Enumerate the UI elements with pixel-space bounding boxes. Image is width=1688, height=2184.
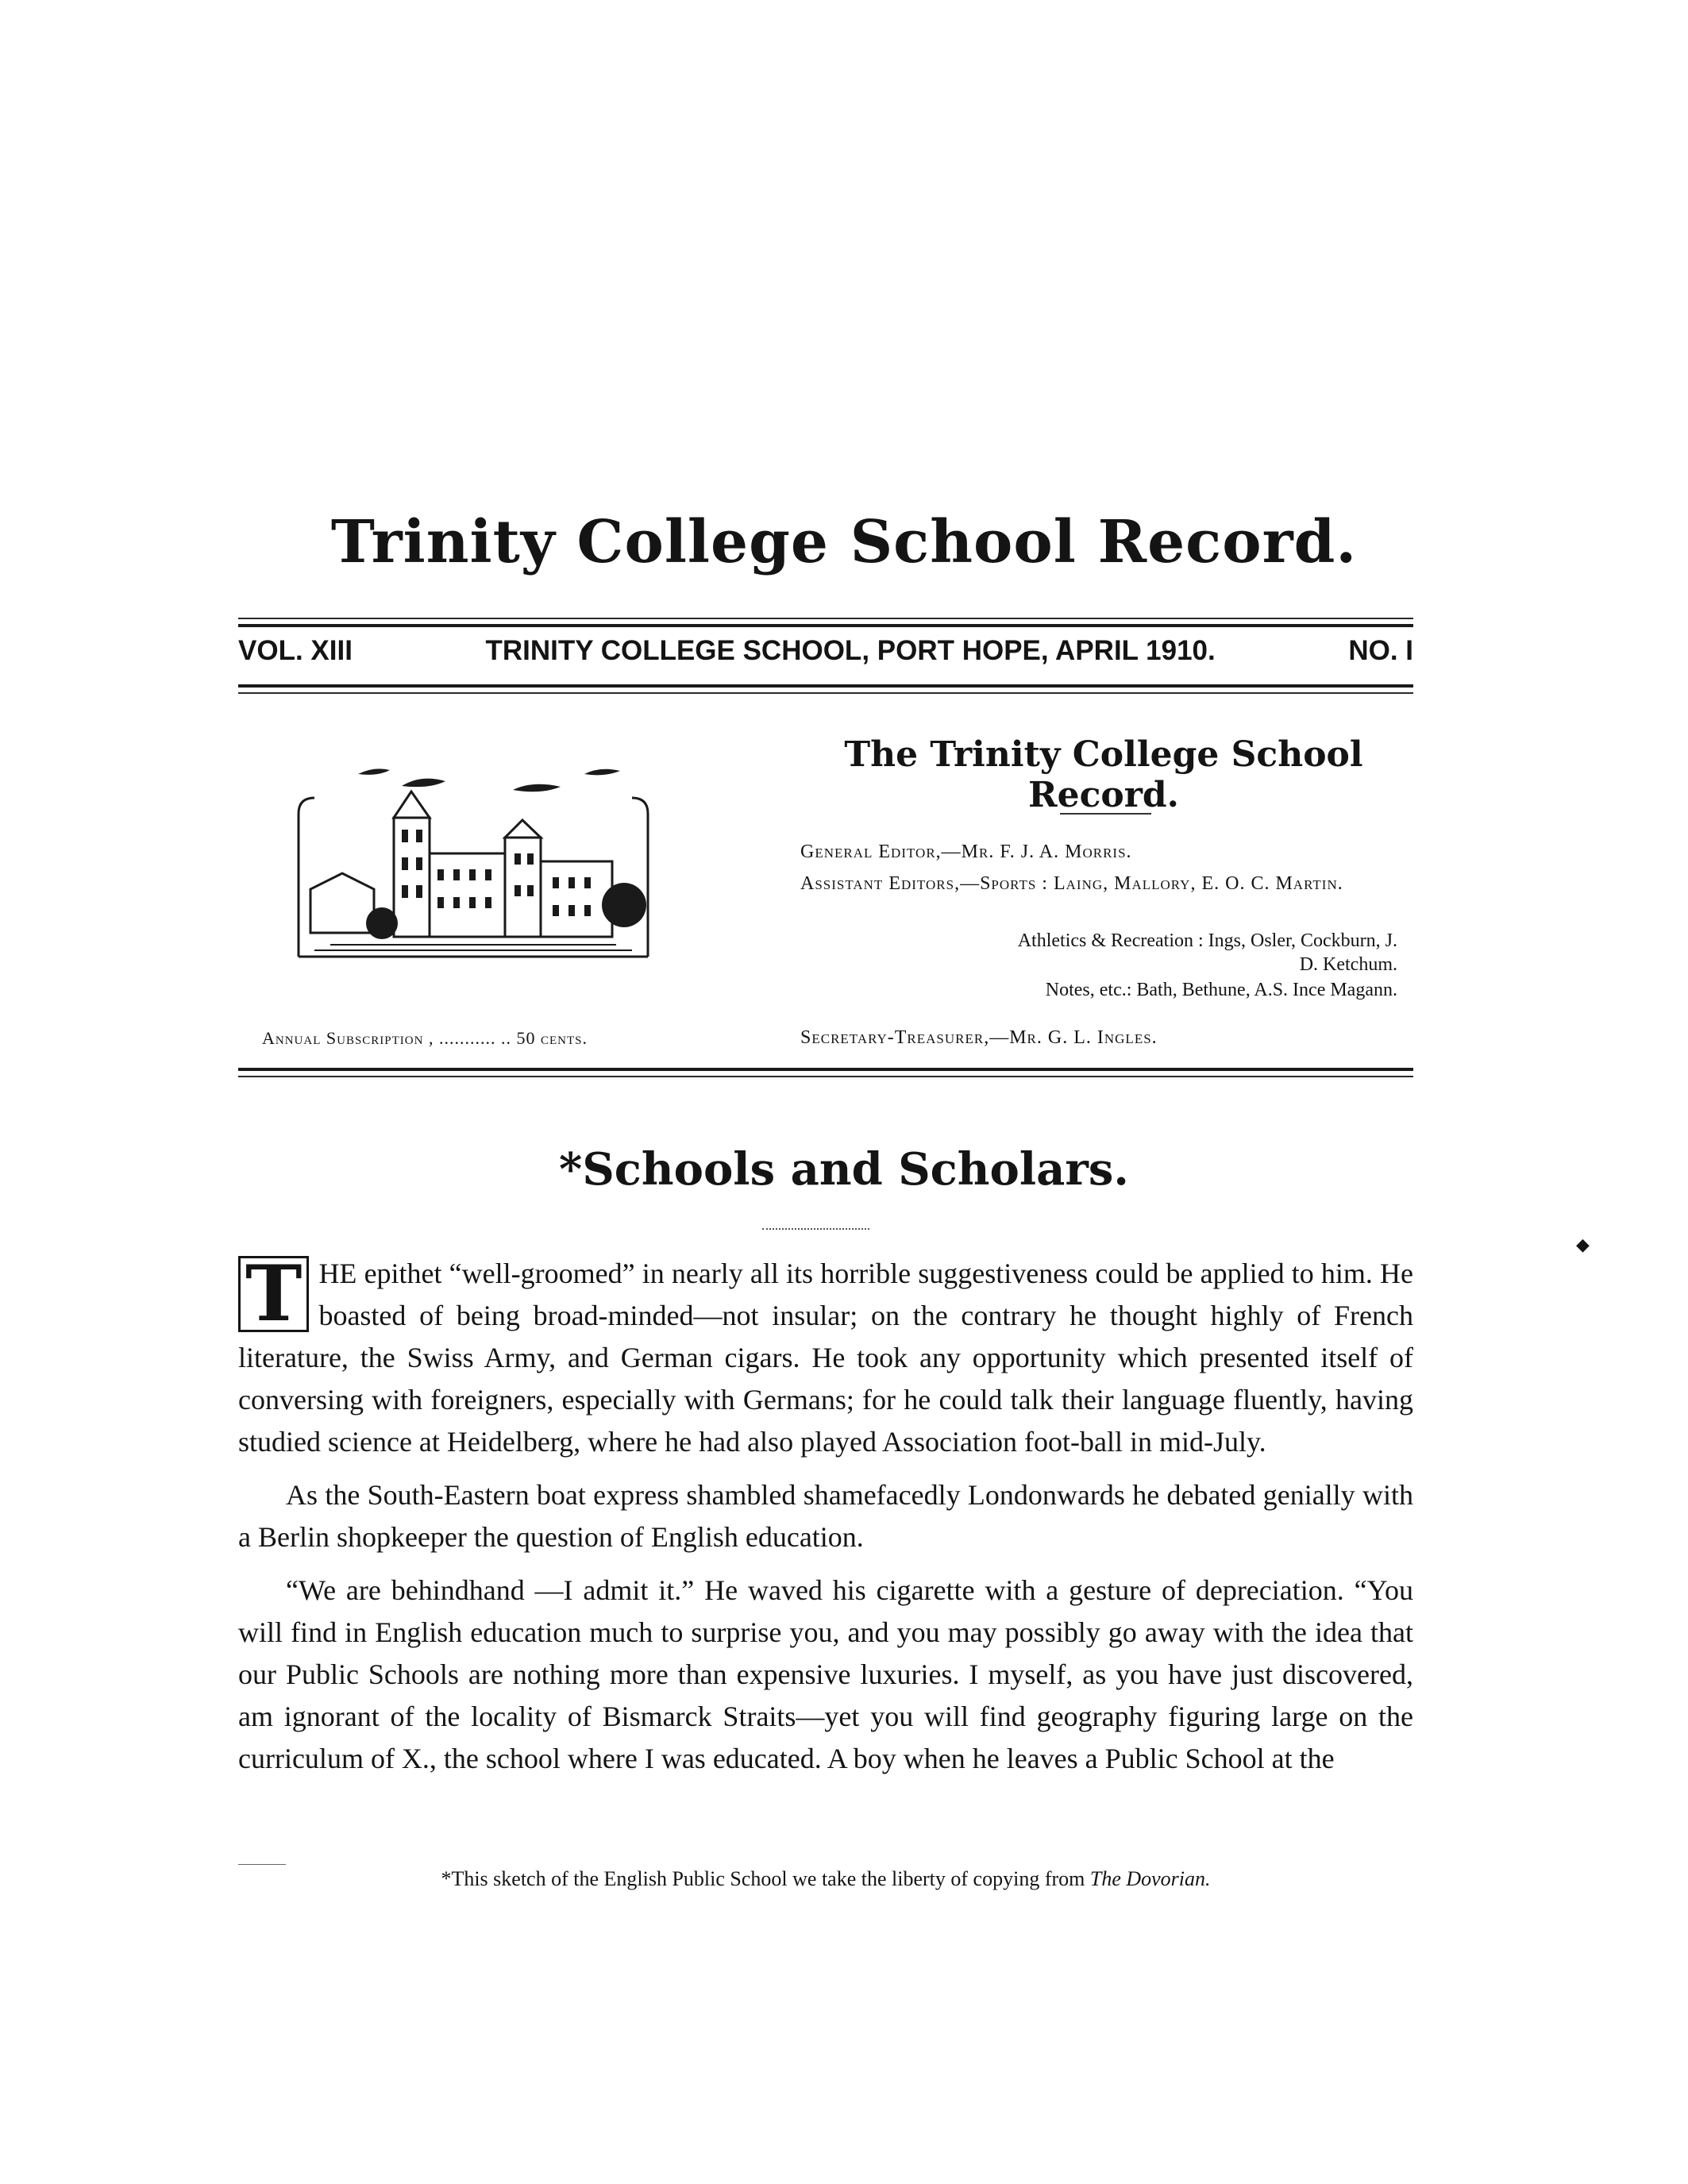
footnote-rule — [238, 1864, 286, 1865]
rule-mid-1 — [238, 684, 1413, 688]
record-heading-rule — [1060, 813, 1151, 815]
rule-mid-2 — [238, 692, 1413, 694]
paragraph-1 — [238, 1249, 1413, 1463]
footnote-source: The Dovorian. — [1089, 1867, 1211, 1890]
article-body — [238, 1249, 1413, 1791]
volume: VOL. XIII — [238, 635, 353, 666]
assistant-editors: Assistant Editors,—Sports : Laing, Mallory, E. O. C. Martin. — [800, 873, 1343, 894]
notes-editors: Notes, etc.: Bath, Bethune, A.S. Ince Magann. — [1045, 980, 1397, 1000]
rule-top-2 — [238, 624, 1413, 627]
paragraph-2: As the South-Eastern boat express shambled shamefacedly Londonwards he debated genially with a Berlin shopkeeper the question of English education. — [238, 1479, 1413, 1553]
place-date: TRINITY COLLEGE SCHOOL, PORT HOPE, APRIL 1910. — [485, 635, 1216, 666]
paragraph-3: “We are behindhand —I admit it.” He waved his cigarette with a gesture of depreciation. “You will find in English education much to surprise you, and you may possibly go away with the idea that our Public Schools are nothing more than expensive luxuries. I myself, as you have just discovered, am ignorant of the locality of Bismarck Straits—yet you will find geography figuring large on the curriculum of X., the school where I was educated. A boy when he leaves a Public School at the — [238, 1574, 1413, 1774]
annual-subscription: Annual Subscription , ........... .. 50 cents. — [262, 1028, 588, 1048]
article-title: *Schools and Scholars. — [559, 1143, 1129, 1196]
masthead-title: Trinity College School Record. — [330, 508, 1358, 576]
paragraph-1-text: HE epithet “well-groomed” in nearly all its horrible suggestiveness could be applied to him. He boasted of being broad-minded—not insular; on the contrary he thought highly of French literature, the Swiss Army, and German cigars. He took any opportunity which presented itself of conversing with foreigners, especially with Germans; for he could talk their language fluently, having studied science at Heidelberg, where he had also played Association foot-ball in mid-July. — [238, 1258, 1413, 1458]
secretary-treasurer: Secretary-Treasurer,—Mr. G. L. Ingles. — [800, 1027, 1158, 1048]
issue-number: NO. I — [1348, 635, 1413, 666]
rule-bottom-2 — [238, 1076, 1413, 1077]
footnote-text: *This sketch of the English Public School we take the liberty of copying from — [441, 1867, 1085, 1890]
school-building-illustration — [283, 742, 664, 969]
footnote — [238, 1867, 1413, 1891]
issue-line — [238, 635, 1413, 667]
record-heading: The Trinity College School Record. — [844, 734, 1363, 815]
drop-cap: T — [238, 1256, 309, 1332]
athletics-editors: Athletics & Recreation : Ings, Osler, Cockburn, J. D. Ketchum. — [1017, 930, 1397, 975]
rule-bottom-1 — [238, 1068, 1413, 1071]
general-editor: General Editor,—Mr. F. J. A. Morris. — [800, 842, 1132, 862]
margin-mark: ◆ — [1576, 1235, 1590, 1254]
rule-top-1 — [238, 618, 1413, 619]
article-title-rule — [762, 1228, 869, 1230]
